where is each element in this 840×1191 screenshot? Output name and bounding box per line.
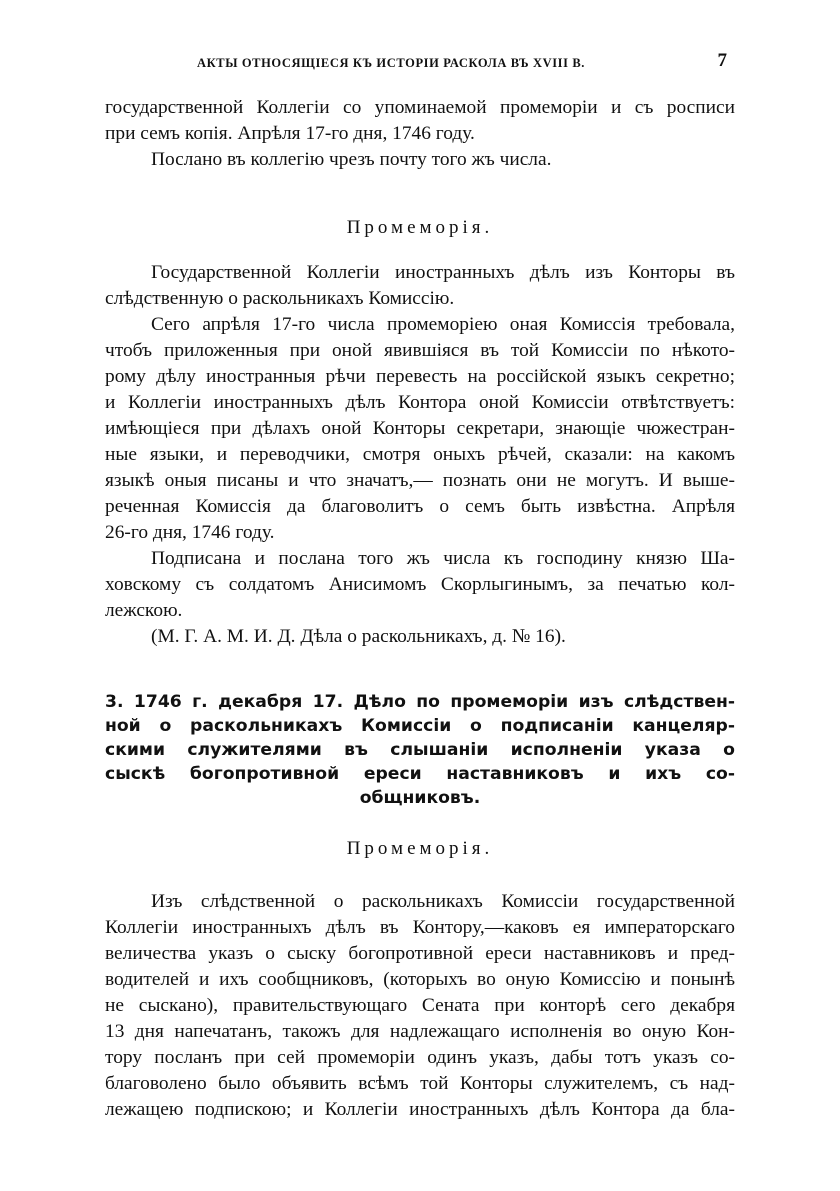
heading-line: ной о раскольникахъ Комиссiи о подписанiи канцеляр- <box>105 716 735 736</box>
text-line: благоволено было объявить всѣмъ той Конторы служителемъ, съ над- <box>105 1073 735 1094</box>
text-line: тору посланъ при сей промеморiи одинъ указъ, дабы тотъ указъ со- <box>105 1047 735 1068</box>
text-line: 26-го дня, 1746 году. <box>105 522 275 543</box>
heading-line: 3. 1746 г. декабря 17. Дѣло по промеморiи изъ слѣдствен- <box>105 692 735 712</box>
text-line: чтобъ приложенныя при оной явившiяся въ той Комиссiи по нѣкото- <box>105 340 735 361</box>
running-head <box>105 48 735 78</box>
text-line: государственной Коллегiи со упоминаемой промеморiи и съ росписи <box>105 97 735 118</box>
text-line: водителей и ихъ сообщниковъ, (которыхъ во оную Комиссiю и понынѣ <box>105 969 735 990</box>
text-line: Сего апрѣля 17-го числа промеморiею оная Комиссiя требовала, <box>151 314 735 335</box>
text-line: Коллегiи иностранныхъ дѣлъ въ Контору,—каковъ ея императорскаго <box>105 917 735 938</box>
page-number: 7 <box>717 50 727 71</box>
text-line: и Коллегiи иностранныхъ дѣлъ Контора оной Комиссiи отвѣтствуетъ: <box>105 392 735 413</box>
heading-line: сыскѣ богопротивной ереси наставниковъ и ихъ со- <box>105 764 735 784</box>
text-line: Изъ слѣдственной о раскольникахъ Комиссiи государственной <box>151 891 735 912</box>
section-3-heading <box>105 690 735 810</box>
text-line: лежскою. <box>105 600 183 621</box>
text-line: слѣдственную о раскольникахъ Комиссiю. <box>105 288 455 309</box>
text-line: имѣющiеся при дѣлахъ оной Конторы секретари, знающiе чюжестран- <box>105 418 735 439</box>
text-line: лежащею подпискою; и Коллегiи иностранныхъ дѣлъ Контора да бла- <box>105 1099 735 1120</box>
text-line: рому дѣлу иностранныя рѣчи перевесть на россiйской языкъ секретно; <box>105 366 735 387</box>
text-line: ховскому съ солдатомъ Анисимомъ Скорлыгинымъ, за печатью кол- <box>105 574 735 595</box>
sent-note: Послано въ коллегiю чрезъ почту того жъ числа. <box>151 149 552 170</box>
text-line: не сыскано), правительствующаго Сената при конторѣ сего декабря <box>105 995 735 1016</box>
text-line: реченная Комиссiя да благоволитъ о семъ быть извѣстна. Апрѣля <box>105 496 735 517</box>
text-line: Подписана и послана того жъ числа къ господину князю Ша- <box>151 548 735 569</box>
archive-citation: (М. Г. А. М. И. Д. Дѣла о раскольникахъ, д. № 16). <box>151 626 566 647</box>
memo-heading-1: Промеморiя. <box>346 217 494 238</box>
text-line: при семъ копiя. Апрѣля 17-го дня, 1746 году. <box>105 123 475 144</box>
text-line: ные языки, и переводчики, смотря оныхъ рѣчей, сказали: на какомъ <box>105 444 735 465</box>
document-page <box>105 48 735 1123</box>
text-line: Государственной Коллегiи иностранныхъ дѣлъ изъ Конторы въ <box>151 262 735 283</box>
heading-line: общниковъ. <box>359 788 481 808</box>
heading-line: скими служителями въ слышанiи исполненiи указа о <box>105 740 735 760</box>
opening-block <box>105 95 735 173</box>
running-title: АКТЫ ОТНОСЯЩIЕСЯ КЪ ИСТОРIИ РАСКОЛА ВЪ XVIII В. <box>197 56 585 70</box>
memo-heading-2: Промеморiя. <box>346 838 494 859</box>
text-line: языкѣ оныя писаны и что значатъ,— познать они не могутъ. И выше- <box>105 470 735 491</box>
text-line: 13 дня напечатанъ, такожъ для надлежащаго исполненiя во оную Кон- <box>105 1021 735 1042</box>
memo2-body <box>105 889 735 1123</box>
memo1-body <box>105 260 735 650</box>
text-line: величества указъ о сыску богопротивной ереси наставниковъ и пред- <box>105 943 735 964</box>
